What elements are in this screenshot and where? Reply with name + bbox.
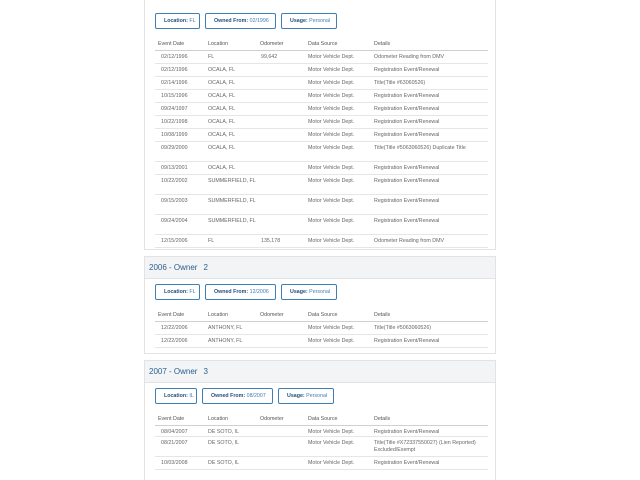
event-date-cell: 12/22/2006: [161, 338, 188, 344]
details-cell: Registration Event/Renewal: [374, 67, 440, 73]
table-row: [155, 77, 488, 90]
event-date-cell: 02/12/1996: [161, 67, 188, 73]
owner-1-card: [144, 0, 496, 250]
details-cell: Registration Event/Renewal: [374, 93, 440, 99]
location-cell: FL: [208, 238, 215, 244]
details-cell: Title(Title #5063060526) Duplicate Title: [374, 145, 466, 151]
table-row: [155, 175, 488, 195]
data-source-cell: Motor Vehicle Dept.: [308, 145, 355, 151]
col-location: Location: [208, 416, 229, 422]
table-row: [155, 116, 488, 129]
location-cell: OCALA, FL: [208, 80, 236, 86]
odometer-cell: 99,642: [261, 54, 278, 60]
owner-2-badges: [155, 284, 337, 300]
data-source-cell: Motor Vehicle Dept.: [308, 80, 355, 86]
table-row: [155, 51, 488, 64]
table-row: [155, 90, 488, 103]
location-cell: OCALA, FL: [208, 145, 236, 151]
col-location: Location: [208, 312, 229, 318]
details-cell: Registration Event/Renewal: [374, 119, 440, 125]
owner-3-card: [144, 360, 496, 480]
location-cell: OCALA, FL: [208, 106, 236, 112]
details-cell: Registration Event/Renewal: [374, 338, 440, 344]
usage-badge: Usage: Personal: [281, 284, 337, 300]
table-header: [155, 308, 488, 322]
data-source-cell: Motor Vehicle Dept.: [308, 106, 355, 112]
owner-year: 2007: [149, 367, 167, 376]
data-source-cell: Motor Vehicle Dept.: [308, 93, 355, 99]
owner-number: 2: [203, 263, 208, 272]
table-row: [155, 235, 488, 248]
table-row: [155, 426, 488, 437]
details-cell: Title(Title #63060526): [374, 80, 426, 86]
data-source-cell: Motor Vehicle Dept.: [308, 165, 355, 171]
owner-title: Owner: [173, 367, 198, 376]
location-cell: ANTHONY, FL: [208, 338, 243, 344]
data-source-cell: Motor Vehicle Dept.: [308, 238, 355, 244]
owner-2-header: 2006 - Owner 2: [145, 257, 495, 279]
event-date-cell: 08/04/2007: [161, 429, 188, 435]
data-source-cell: Motor Vehicle Dept.: [308, 67, 355, 73]
event-date-cell: 09/15/2003: [161, 198, 188, 204]
col-event-date: Event Date: [158, 312, 185, 318]
event-date-cell: 09/13/2001: [161, 165, 188, 171]
location-cell: SUMMERFIELD, FL: [208, 198, 256, 204]
table-row: [155, 215, 488, 235]
event-date-cell: 02/14/1996: [161, 80, 188, 86]
owner-2-history-table: [155, 308, 488, 348]
event-date-cell: 12/15/2006: [161, 238, 188, 244]
location-cell: ANTHONY, FL: [208, 325, 243, 331]
event-date-cell: 12/22/2006: [161, 325, 188, 331]
location-cell: OCALA, FL: [208, 165, 236, 171]
table-row: [155, 142, 488, 162]
data-source-cell: Motor Vehicle Dept.: [308, 325, 355, 331]
location-cell: OCALA, FL: [208, 132, 236, 138]
owner-3-header: 2007 - Owner 3: [145, 361, 495, 383]
usage-badge: Usage: Personal: [278, 388, 334, 404]
table-header: [155, 37, 488, 51]
event-date-cell: 09/29/2000: [161, 145, 188, 151]
details-cell: Title(Title #5063060526): [374, 325, 432, 331]
data-source-cell: Motor Vehicle Dept.: [308, 218, 355, 224]
col-data-source: Data Source: [308, 312, 338, 318]
table-row: [155, 195, 488, 215]
event-date-cell: 10/15/1996: [161, 93, 188, 99]
event-date-cell: 10/08/1999: [161, 132, 188, 138]
event-date-cell: 09/24/2004: [161, 218, 188, 224]
details-cell: Odometer Reading from DMV: [374, 238, 445, 244]
col-data-source: Data Source: [308, 416, 338, 422]
table-row: [155, 162, 488, 175]
details-cell: Registration Event/Renewal: [374, 178, 440, 184]
data-source-cell: Motor Vehicle Dept.: [308, 132, 355, 138]
odometer-cell: 135,178: [261, 238, 281, 244]
col-odometer: Odometer: [260, 41, 284, 47]
col-odometer: Odometer: [260, 416, 284, 422]
location-cell: SUMMERFIELD, FL: [208, 178, 256, 184]
location-cell: DE SOTO, IL: [208, 429, 240, 435]
owner-1-badges: [155, 13, 337, 29]
details-cell: Registration Event/Renewal: [374, 132, 440, 138]
location-cell: OCALA, FL: [208, 67, 236, 73]
col-details: Details: [374, 312, 391, 318]
location-badge: Location: IL: [155, 388, 197, 404]
details-cell: Registration Event/Renewal: [374, 460, 440, 466]
details-cell: Registration Event/Renewal: [374, 106, 440, 112]
details-cell: Registration Event/Renewal: [374, 429, 440, 435]
table-row: [155, 322, 488, 335]
details-cell: Registration Event/Renewal: [374, 218, 440, 224]
location-cell: OCALA, FL: [208, 93, 236, 99]
table-row: [155, 129, 488, 142]
owner-3-history-table: [155, 412, 488, 470]
col-odometer: Odometer: [260, 312, 284, 318]
data-source-cell: Motor Vehicle Dept.: [308, 429, 355, 435]
col-event-date: Event Date: [158, 416, 185, 422]
event-date-cell: 10/03/2008: [161, 460, 188, 466]
details-cell: Registration Event/Renewal: [374, 165, 440, 171]
event-date-cell: 09/24/1997: [161, 106, 188, 112]
col-details: Details: [374, 416, 391, 422]
event-date-cell: 10/22/2002: [161, 178, 188, 184]
data-source-cell: Motor Vehicle Dept.: [308, 198, 355, 204]
col-data-source: Data Source: [308, 41, 338, 47]
event-date-cell: 08/21/2007: [161, 440, 188, 446]
location-badge: Location: FL: [155, 284, 200, 300]
location-cell: DE SOTO, IL: [208, 460, 240, 466]
table-row: [155, 437, 488, 457]
location-cell: SUMMERFIELD, FL: [208, 218, 256, 224]
owner-1-history-table: [155, 37, 488, 248]
col-event-date: Event Date: [158, 41, 185, 47]
event-date-cell: 02/12/1996: [161, 54, 188, 60]
details-cell: Odometer Reading from DMV: [374, 54, 445, 60]
owned-from-badge: Owned From: 08/2007: [202, 388, 273, 404]
data-source-cell: Motor Vehicle Dept.: [308, 338, 355, 344]
table-row: [155, 64, 488, 77]
location-cell: OCALA, FL: [208, 119, 236, 125]
table-header: [155, 412, 488, 426]
owned-from-badge: Owned From: 12/2006: [205, 284, 276, 300]
usage-badge: Usage: Personal: [281, 13, 337, 29]
col-details: Details: [374, 41, 391, 47]
event-date-cell: 10/22/1998: [161, 119, 188, 125]
data-source-cell: Motor Vehicle Dept.: [308, 54, 355, 60]
table-row: [155, 103, 488, 116]
table-row: [155, 457, 488, 470]
col-location: Location: [208, 41, 229, 47]
owner-2-card: [144, 256, 496, 354]
data-source-cell: Motor Vehicle Dept.: [308, 440, 355, 446]
location-badge: Location: FL: [155, 13, 200, 29]
data-source-cell: Motor Vehicle Dept.: [308, 460, 355, 466]
owner-year: 2006: [149, 263, 167, 272]
table-row: [155, 335, 488, 348]
owner-number: 3: [203, 367, 208, 376]
data-source-cell: Motor Vehicle Dept.: [308, 119, 355, 125]
location-cell: DE SOTO, IL: [208, 440, 240, 446]
details-cell: Registration Event/Renewal: [374, 198, 440, 204]
location-cell: FL: [208, 54, 215, 60]
details-cell: Title(Title #X72337550027) (Lien Reported) Excluded/Exempt: [374, 440, 476, 453]
owner-title: Owner: [173, 263, 198, 272]
data-source-cell: Motor Vehicle Dept.: [308, 178, 355, 184]
owner-3-badges: [155, 388, 334, 404]
owned-from-badge: Owned From: 02/1996: [205, 13, 276, 29]
